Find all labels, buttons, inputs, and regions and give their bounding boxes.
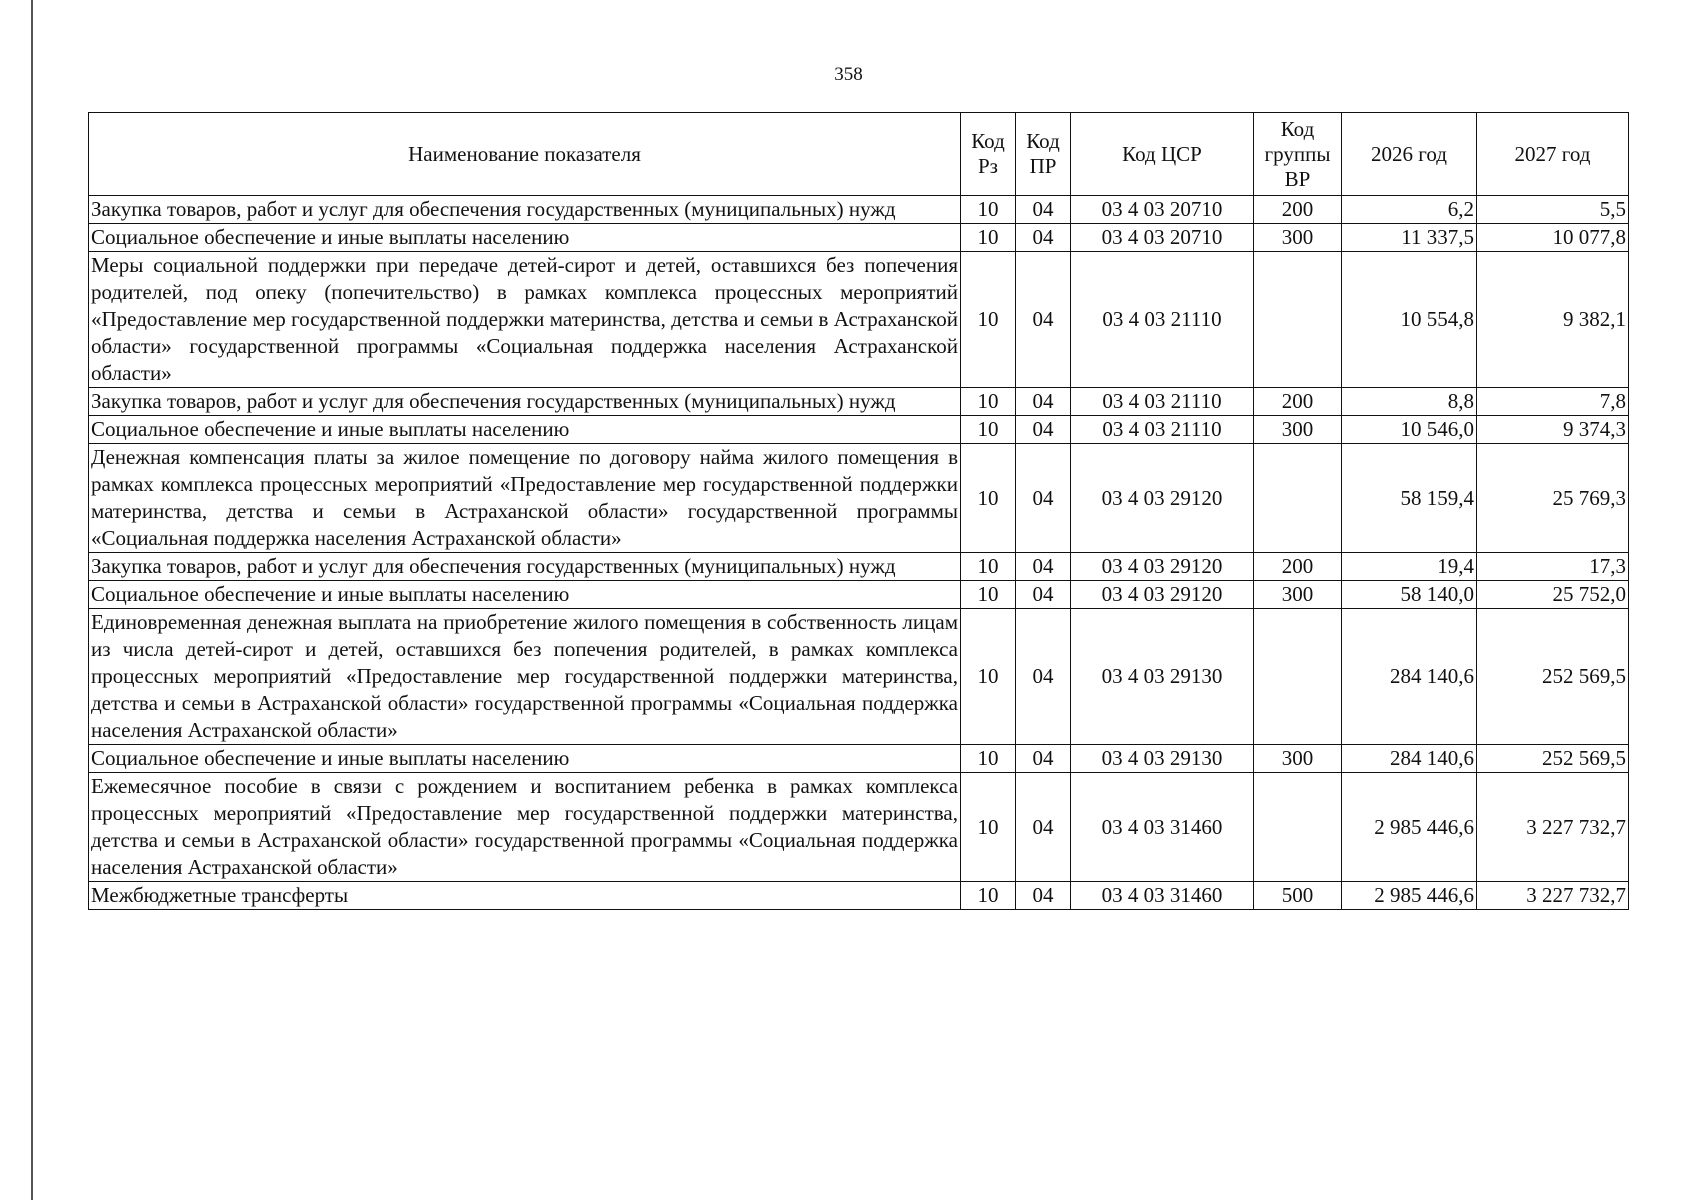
row-vr: 300 [1254, 416, 1342, 444]
row-csr: 03 4 03 21110 [1071, 388, 1254, 416]
row-pr: 04 [1016, 444, 1071, 553]
row-vr [1254, 609, 1342, 745]
row-name: Закупка товаров, работ и услуг для обеспечения государственных (муниципальных) нужд [89, 553, 961, 581]
row-2026: 2 985 446,6 [1342, 773, 1477, 882]
row-2026: 284 140,6 [1342, 609, 1477, 745]
row-rz: 10 [961, 252, 1016, 388]
row-csr: 03 4 03 31460 [1071, 773, 1254, 882]
row-2027: 3 227 732,7 [1477, 882, 1629, 910]
row-2027: 252 569,5 [1477, 609, 1629, 745]
row-vr: 200 [1254, 388, 1342, 416]
row-csr: 03 4 03 20710 [1071, 196, 1254, 224]
row-2027: 252 569,5 [1477, 745, 1629, 773]
row-pr: 04 [1016, 609, 1071, 745]
row-name: Ежемесячное пособие в связи с рождением и воспитанием ребенка в рамках комплекса процессных мероприятий «Предоставление мер государственной поддержки материнства, детства и семьи в Астраханской области» государственной программы «Социальная поддержка населения Астраханской области» [89, 773, 961, 882]
row-2027: 25 769,3 [1477, 444, 1629, 553]
row-rz: 10 [961, 745, 1016, 773]
row-2027: 25 752,0 [1477, 581, 1629, 609]
row-pr: 04 [1016, 745, 1071, 773]
row-pr: 04 [1016, 581, 1071, 609]
header-pr: Код ПР [1016, 113, 1071, 196]
table-row [89, 581, 1629, 609]
row-vr: 200 [1254, 553, 1342, 581]
row-pr: 04 [1016, 882, 1071, 910]
row-pr: 04 [1016, 196, 1071, 224]
row-2026: 10 546,0 [1342, 416, 1477, 444]
table-row [89, 444, 1629, 553]
row-vr: 500 [1254, 882, 1342, 910]
row-rz: 10 [961, 416, 1016, 444]
row-rz: 10 [961, 773, 1016, 882]
row-csr: 03 4 03 29130 [1071, 609, 1254, 745]
row-pr: 04 [1016, 553, 1071, 581]
header-2027: 2027 год [1477, 113, 1629, 196]
row-2027: 17,3 [1477, 553, 1629, 581]
row-name: Социальное обеспечение и иные выплаты населению [89, 581, 961, 609]
table-row [89, 388, 1629, 416]
row-rz: 10 [961, 196, 1016, 224]
header-2026: 2026 год [1342, 113, 1477, 196]
row-2027: 9 382,1 [1477, 252, 1629, 388]
row-rz: 10 [961, 388, 1016, 416]
row-csr: 03 4 03 29130 [1071, 745, 1254, 773]
row-rz: 10 [961, 444, 1016, 553]
row-2026: 2 985 446,6 [1342, 882, 1477, 910]
row-name: Межбюджетные трансферты [89, 882, 961, 910]
row-name: Закупка товаров, работ и услуг для обеспечения государственных (муниципальных) нужд [89, 388, 961, 416]
row-name: Социальное обеспечение и иные выплаты населению [89, 416, 961, 444]
budget-table [88, 112, 1629, 910]
header-vr: Код группы ВР [1254, 113, 1342, 196]
row-rz: 10 [961, 224, 1016, 252]
row-vr: 300 [1254, 224, 1342, 252]
row-2026: 8,8 [1342, 388, 1477, 416]
row-rz: 10 [961, 882, 1016, 910]
row-name: Меры социальной поддержки при передаче детей-сирот и детей, оставшихся без попечения родителей, под опеку (попечительство) в рамках комплекса процессных мероприятий «Предоставление мер государственной поддержки материнства, детства и семьи в Астраханской области» государственной программы «Социальная поддержка населения Астраханской области» [89, 252, 961, 388]
row-2026: 19,4 [1342, 553, 1477, 581]
table-row [89, 416, 1629, 444]
row-csr: 03 4 03 21110 [1071, 416, 1254, 444]
row-2026: 284 140,6 [1342, 745, 1477, 773]
table-row [89, 196, 1629, 224]
table-row [89, 553, 1629, 581]
row-rz: 10 [961, 553, 1016, 581]
row-2026: 11 337,5 [1342, 224, 1477, 252]
table-row [89, 882, 1629, 910]
row-2026: 58 140,0 [1342, 581, 1477, 609]
row-rz: 10 [961, 581, 1016, 609]
row-vr: 300 [1254, 745, 1342, 773]
binding-margin-line [31, 0, 33, 1200]
row-2027: 7,8 [1477, 388, 1629, 416]
table-row [89, 252, 1629, 388]
row-name: Единовременная денежная выплата на приобретение жилого помещения в собственность лицам из числа детей-сирот и детей, оставшихся без попечения родителей, в рамках комплекса процессных мероприятий «Предоставление мер государственной поддержки материнства, детства и семьи в Астраханской области» государственной программы «Социальная поддержка населения Астраханской области» [89, 609, 961, 745]
row-pr: 04 [1016, 252, 1071, 388]
row-2026: 58 159,4 [1342, 444, 1477, 553]
row-vr [1254, 252, 1342, 388]
row-name: Денежная компенсация платы за жилое помещение по договору найма жилого помещения в рамках комплекса процессных мероприятий «Предоставление мер государственной поддержки материнства, детства и семьи в Астраханской области» государственной программы «Социальная поддержка населения Астраханской области» [89, 444, 961, 553]
row-name: Социальное обеспечение и иные выплаты населению [89, 745, 961, 773]
table-row [89, 773, 1629, 882]
row-2027: 9 374,3 [1477, 416, 1629, 444]
table-row [89, 224, 1629, 252]
row-csr: 03 4 03 31460 [1071, 882, 1254, 910]
row-name: Закупка товаров, работ и услуг для обеспечения государственных (муниципальных) нужд [89, 196, 961, 224]
header-name: Наименование показателя [89, 113, 961, 196]
table-row [89, 609, 1629, 745]
row-csr: 03 4 03 21110 [1071, 252, 1254, 388]
row-csr: 03 4 03 20710 [1071, 224, 1254, 252]
row-pr: 04 [1016, 388, 1071, 416]
row-2027: 3 227 732,7 [1477, 773, 1629, 882]
header-csr: Код ЦСР [1071, 113, 1254, 196]
header-rz: Код Рз [961, 113, 1016, 196]
row-csr: 03 4 03 29120 [1071, 581, 1254, 609]
row-2027: 5,5 [1477, 196, 1629, 224]
row-pr: 04 [1016, 773, 1071, 882]
row-csr: 03 4 03 29120 [1071, 444, 1254, 553]
row-vr [1254, 773, 1342, 882]
row-rz: 10 [961, 609, 1016, 745]
row-vr [1254, 444, 1342, 553]
row-2027: 10 077,8 [1477, 224, 1629, 252]
row-name: Социальное обеспечение и иные выплаты населению [89, 224, 961, 252]
table-header-row [89, 113, 1629, 196]
row-2026: 6,2 [1342, 196, 1477, 224]
row-vr: 200 [1254, 196, 1342, 224]
table-row [89, 745, 1629, 773]
page-number: 358 [834, 64, 863, 85]
row-2026: 10 554,8 [1342, 252, 1477, 388]
row-pr: 04 [1016, 224, 1071, 252]
row-vr: 300 [1254, 581, 1342, 609]
row-csr: 03 4 03 29120 [1071, 553, 1254, 581]
row-pr: 04 [1016, 416, 1071, 444]
